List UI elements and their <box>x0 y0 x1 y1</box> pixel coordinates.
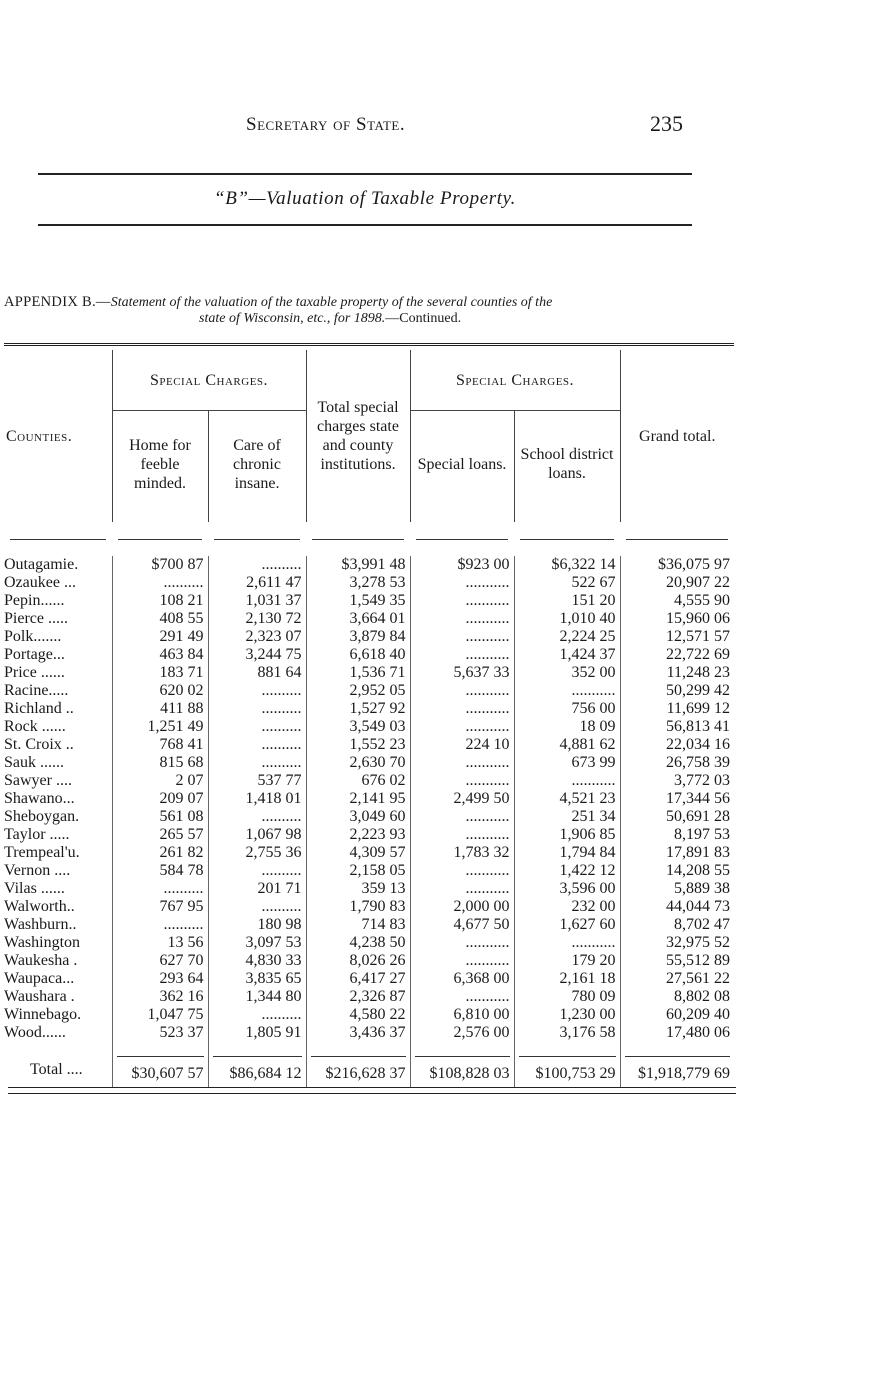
section-title: “B”—Valuation of Taxable Property. <box>214 188 516 209</box>
value-cell: 3,596 00 <box>514 880 620 898</box>
value-cell: ........... <box>410 952 514 970</box>
county-name: Trempeal'u. <box>4 844 80 861</box>
county-name: Taylor ..... <box>4 826 70 843</box>
value-cell: 463 84 <box>112 646 208 664</box>
value-cell: ........... <box>410 700 514 718</box>
value-cell: 183 71 <box>112 664 208 682</box>
caption-text-2: state of Wisconsin, etc., for 1898. <box>199 311 386 326</box>
value-cell: 1,906 85 <box>514 826 620 844</box>
value-cell: 224 10 <box>410 736 514 754</box>
section-rule <box>38 224 692 226</box>
value-cell: .......... <box>208 1006 306 1024</box>
value-cell: 17,891 83 <box>620 844 734 862</box>
county-name: Outagamie. <box>4 556 79 573</box>
value-cell: 2,000 00 <box>410 898 514 916</box>
value-cell: 2,611 47 <box>208 574 306 592</box>
value-cell: 32,975 52 <box>620 934 734 952</box>
value-cell: ........... <box>410 988 514 1006</box>
value-cell: 44,044 73 <box>620 898 734 916</box>
value-cell: 265 57 <box>112 826 208 844</box>
caption-text: Statement of the valuation of the taxable property of the several counties of the <box>110 295 553 310</box>
county-name: Waukesha . <box>4 952 78 969</box>
value-cell: ........... <box>514 772 620 790</box>
total-cell: $108,828 03 <box>410 1042 514 1088</box>
value-cell: 11,699 12 <box>620 700 734 718</box>
value-cell: ........... <box>410 718 514 736</box>
county-name: Sheboygan. <box>4 808 80 825</box>
value-cell: 6,368 00 <box>410 970 514 988</box>
value-cell: 1,251 49 <box>112 718 208 736</box>
value-cell: 537 77 <box>208 772 306 790</box>
value-cell: 251 34 <box>514 808 620 826</box>
value-cell: .......... <box>112 880 208 898</box>
value-cell: 3,049 60 <box>306 808 410 826</box>
county-name: Rock ...... <box>4 718 66 735</box>
value-cell: ........... <box>410 880 514 898</box>
value-cell: ........... <box>410 862 514 880</box>
value-cell: 4,830 33 <box>208 952 306 970</box>
county-name: Pepin...... <box>4 592 65 609</box>
value-cell: 780 09 <box>514 988 620 1006</box>
value-cell: $923 00 <box>410 556 514 574</box>
value-cell: 2,323 07 <box>208 628 306 646</box>
value-cell: 2,158 05 <box>306 862 410 880</box>
county-name: Vernon .... <box>4 862 71 879</box>
value-cell: 767 95 <box>112 898 208 916</box>
value-cell: 584 78 <box>112 862 208 880</box>
value-cell: 18 09 <box>514 718 620 736</box>
value-cell: 12,571 57 <box>620 628 734 646</box>
value-cell: 3,835 65 <box>208 970 306 988</box>
value-cell: 4,881 62 <box>514 736 620 754</box>
county-name: Racine..... <box>4 682 69 699</box>
value-cell: 1,230 00 <box>514 1006 620 1024</box>
valuation-table <box>4 343 734 1088</box>
table-row <box>4 664 734 682</box>
value-cell: 4,238 50 <box>306 934 410 952</box>
value-cell: 232 00 <box>514 898 620 916</box>
table-row <box>4 718 734 736</box>
value-cell: 8,197 53 <box>620 826 734 844</box>
value-cell: 209 07 <box>112 790 208 808</box>
county-name: Vilas ...... <box>4 880 65 897</box>
table-row <box>4 610 734 628</box>
value-cell: 561 08 <box>112 808 208 826</box>
value-cell: 56,813 41 <box>620 718 734 736</box>
value-cell: 2,755 36 <box>208 844 306 862</box>
value-cell: 2,224 25 <box>514 628 620 646</box>
total-cell: $216,628 37 <box>306 1042 410 1088</box>
value-cell: 6,417 27 <box>306 970 410 988</box>
value-cell: 3,772 03 <box>620 772 734 790</box>
bottom-double-rule <box>8 1087 736 1094</box>
value-cell: 293 64 <box>112 970 208 988</box>
header-home-feeble: Home for feeble minded. <box>112 411 208 523</box>
table-row <box>4 916 734 934</box>
value-cell: 815 68 <box>112 754 208 772</box>
table-row <box>4 574 734 592</box>
value-cell: ........... <box>410 808 514 826</box>
county-name: Sauk ...... <box>4 754 64 771</box>
table-row <box>4 700 734 718</box>
value-cell: 50,691 28 <box>620 808 734 826</box>
value-cell: 60,209 40 <box>620 1006 734 1024</box>
value-cell: 108 21 <box>112 592 208 610</box>
county-name: Polk....... <box>4 628 62 645</box>
header-special-charges-1: Special Charges. <box>112 350 306 411</box>
table-row <box>4 970 734 988</box>
value-cell: .......... <box>208 556 306 574</box>
county-name: Winnebago. <box>4 1006 82 1023</box>
value-cell: 359 13 <box>306 880 410 898</box>
value-cell: ........... <box>410 574 514 592</box>
value-cell: ........... <box>410 646 514 664</box>
header-separator <box>4 522 734 556</box>
value-cell: 1,527 92 <box>306 700 410 718</box>
total-cell: $30,607 57 <box>112 1042 208 1088</box>
value-cell: 22,034 16 <box>620 736 734 754</box>
table-row <box>4 988 734 1006</box>
total-cell: $1,918,779 69 <box>620 1042 734 1088</box>
value-cell: 27,561 22 <box>620 970 734 988</box>
county-name: Ozaukee ... <box>4 574 76 591</box>
value-cell: 2,326 87 <box>306 988 410 1006</box>
value-cell: ........... <box>410 610 514 628</box>
value-cell: .......... <box>208 718 306 736</box>
value-cell: 1,424 37 <box>514 646 620 664</box>
value-cell: 8,802 08 <box>620 988 734 1006</box>
value-cell: 3,664 01 <box>306 610 410 628</box>
value-cell: .......... <box>208 700 306 718</box>
value-cell: 2,130 72 <box>208 610 306 628</box>
value-cell: 2,161 18 <box>514 970 620 988</box>
value-cell: ........... <box>410 772 514 790</box>
value-cell: 4,580 22 <box>306 1006 410 1024</box>
value-cell: 26,758 39 <box>620 754 734 772</box>
value-cell: 1,627 60 <box>514 916 620 934</box>
value-cell: .......... <box>112 916 208 934</box>
value-cell: 151 20 <box>514 592 620 610</box>
value-cell: 17,344 56 <box>620 790 734 808</box>
value-cell: 408 55 <box>112 610 208 628</box>
value-cell: 620 02 <box>112 682 208 700</box>
value-cell: 8,702 47 <box>620 916 734 934</box>
county-name: Walworth.. <box>4 898 75 915</box>
table-body <box>4 522 734 1042</box>
value-cell: 180 98 <box>208 916 306 934</box>
value-cell: 1,031 37 <box>208 592 306 610</box>
value-cell: 3,244 75 <box>208 646 306 664</box>
value-cell: 3,278 53 <box>306 574 410 592</box>
value-cell: 6,618 40 <box>306 646 410 664</box>
value-cell: 3,176 58 <box>514 1024 620 1042</box>
value-cell: $6,322 14 <box>514 556 620 574</box>
value-cell: 1,418 01 <box>208 790 306 808</box>
table-row <box>4 790 734 808</box>
value-cell: 5,637 33 <box>410 664 514 682</box>
value-cell: .......... <box>208 754 306 772</box>
value-cell: 6,810 00 <box>410 1006 514 1024</box>
value-cell: 1,794 84 <box>514 844 620 862</box>
value-cell: $700 87 <box>112 556 208 574</box>
caption-prefix: APPENDIX B.— <box>4 294 111 310</box>
value-cell: 756 00 <box>514 700 620 718</box>
county-name: Richland .. <box>4 700 74 717</box>
value-cell: 3,097 53 <box>208 934 306 952</box>
value-cell: 20,907 22 <box>620 574 734 592</box>
county-name: Waushara . <box>4 988 75 1005</box>
value-cell: 13 56 <box>112 934 208 952</box>
table-row <box>4 1006 734 1024</box>
value-cell: 1,422 12 <box>514 862 620 880</box>
table-row <box>4 772 734 790</box>
header-special-charges-2: Special Charges. <box>410 350 620 411</box>
county-name: Waupaca... <box>4 970 75 987</box>
table-row <box>4 952 734 970</box>
value-cell: 881 64 <box>208 664 306 682</box>
value-cell: 2,141 95 <box>306 790 410 808</box>
value-cell: ........... <box>514 934 620 952</box>
value-cell: 1,010 40 <box>514 610 620 628</box>
value-cell: .......... <box>112 574 208 592</box>
value-cell: 2,576 00 <box>410 1024 514 1042</box>
value-cell: ........... <box>410 628 514 646</box>
value-cell: 2,630 70 <box>306 754 410 772</box>
table-caption <box>4 294 732 327</box>
value-cell: 14,208 55 <box>620 862 734 880</box>
table-row <box>4 754 734 772</box>
value-cell: 2,952 05 <box>306 682 410 700</box>
value-cell: 201 71 <box>208 880 306 898</box>
value-cell: .......... <box>208 862 306 880</box>
value-cell: 362 16 <box>112 988 208 1006</box>
value-cell: 1,067 98 <box>208 826 306 844</box>
value-cell: 15,960 06 <box>620 610 734 628</box>
value-cell: ........... <box>410 682 514 700</box>
county-name: St. Croix .. <box>4 736 74 753</box>
table-row <box>4 682 734 700</box>
value-cell: 1,783 32 <box>410 844 514 862</box>
table-row <box>4 826 734 844</box>
value-cell: 1,805 91 <box>208 1024 306 1042</box>
value-cell: 4,521 23 <box>514 790 620 808</box>
value-cell: 2,499 50 <box>410 790 514 808</box>
table-row <box>4 592 734 610</box>
value-cell: $36,075 97 <box>620 556 734 574</box>
county-name: Washington <box>4 934 81 951</box>
table-row <box>4 880 734 898</box>
value-cell: $3,991 48 <box>306 556 410 574</box>
table-row <box>4 628 734 646</box>
header-special-loans: Special loans. <box>410 411 514 523</box>
value-cell: 2 07 <box>112 772 208 790</box>
table-row <box>4 556 734 574</box>
total-cell: $100,753 29 <box>514 1042 620 1088</box>
value-cell: 3,879 84 <box>306 628 410 646</box>
value-cell: .......... <box>208 736 306 754</box>
value-cell: 3,549 03 <box>306 718 410 736</box>
table-row <box>4 898 734 916</box>
county-name: Sawyer .... <box>4 772 72 789</box>
table-row <box>4 934 734 952</box>
value-cell: 1,047 75 <box>112 1006 208 1024</box>
value-cell: 291 49 <box>112 628 208 646</box>
table-row <box>4 862 734 880</box>
table-row <box>4 646 734 664</box>
value-cell: ........... <box>410 826 514 844</box>
value-cell: 1,552 23 <box>306 736 410 754</box>
header-school-district: School district loans. <box>514 411 620 523</box>
total-cell: $86,684 12 <box>208 1042 306 1088</box>
value-cell: 352 00 <box>514 664 620 682</box>
value-cell: 50,299 42 <box>620 682 734 700</box>
value-cell: 5,889 38 <box>620 880 734 898</box>
value-cell: 3,436 37 <box>306 1024 410 1042</box>
table-row <box>4 844 734 862</box>
value-cell: 17,480 06 <box>620 1024 734 1042</box>
value-cell: 55,512 89 <box>620 952 734 970</box>
county-name: Wood...... <box>4 1024 66 1041</box>
value-cell: 714 83 <box>306 916 410 934</box>
table-row <box>4 736 734 754</box>
value-cell: 1,344 80 <box>208 988 306 1006</box>
table-row <box>4 1024 734 1042</box>
total-row <box>4 1042 734 1088</box>
value-cell: .......... <box>208 808 306 826</box>
value-cell: 8,026 26 <box>306 952 410 970</box>
value-cell: 4,309 57 <box>306 844 410 862</box>
value-cell: 522 67 <box>514 574 620 592</box>
header-care-chronic: Care of chronic insane. <box>208 411 306 523</box>
value-cell: ........... <box>410 934 514 952</box>
county-name: Washburn.. <box>4 916 77 933</box>
value-cell: 2,223 93 <box>306 826 410 844</box>
page-number: 235 <box>650 111 683 136</box>
total-label: Total .... <box>30 1061 83 1078</box>
value-cell: 411 88 <box>112 700 208 718</box>
value-cell: .......... <box>208 682 306 700</box>
value-cell: 627 70 <box>112 952 208 970</box>
county-name: Price ...... <box>4 664 65 681</box>
value-cell: 673 99 <box>514 754 620 772</box>
header-counties: Counties. <box>6 427 73 445</box>
value-cell: 1,549 35 <box>306 592 410 610</box>
value-cell: 1,536 71 <box>306 664 410 682</box>
caption-suffix: —Continued. <box>385 311 462 326</box>
value-cell: 4,555 90 <box>620 592 734 610</box>
county-name: Portage... <box>4 646 65 663</box>
header-grand-total: Grand total. <box>620 350 734 522</box>
table-row <box>4 808 734 826</box>
value-cell: 179 20 <box>514 952 620 970</box>
value-cell: ........... <box>410 592 514 610</box>
value-cell: 768 41 <box>112 736 208 754</box>
value-cell: 1,790 83 <box>306 898 410 916</box>
value-cell: 261 82 <box>112 844 208 862</box>
header-total-special: Total special charges state and county institutions. <box>306 350 410 522</box>
value-cell: 676 02 <box>306 772 410 790</box>
top-rule <box>38 173 692 175</box>
value-cell: ........... <box>410 754 514 772</box>
value-cell: .......... <box>208 898 306 916</box>
value-cell: 4,677 50 <box>410 916 514 934</box>
county-name: Pierce ..... <box>4 610 68 627</box>
county-name: Shawano... <box>4 790 75 807</box>
running-head: Secretary of State. <box>246 114 406 135</box>
value-cell: 523 37 <box>112 1024 208 1042</box>
value-cell: ........... <box>514 682 620 700</box>
value-cell: 22,722 69 <box>620 646 734 664</box>
value-cell: 11,248 23 <box>620 664 734 682</box>
